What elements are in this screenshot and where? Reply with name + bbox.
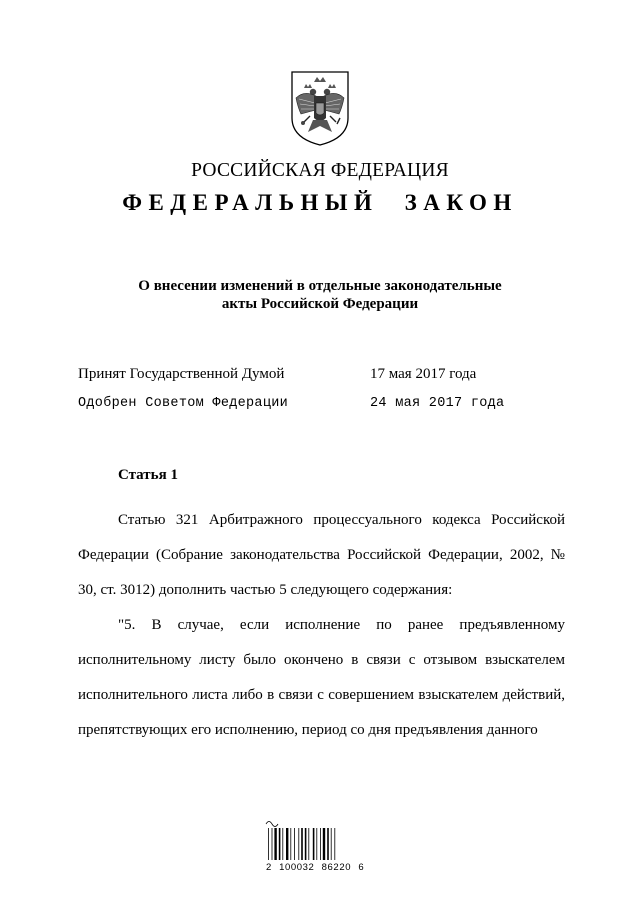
adoption-date: 17 мая 2017 года (370, 366, 477, 382)
law-subject (0, 277, 640, 313)
barcode-number: 2 100032 86220 6 (266, 862, 365, 873)
article-body (78, 503, 565, 748)
article-paragraph: Статью 321 Арбитражного процессуального кодекса Российской Федерации (Собрание законодательства Российской Федерации, 2002, № 30, ст. 3012) дополнить частью 5 следующего содержания: (78, 512, 565, 598)
approval-date: 24 мая 2017 года (370, 396, 505, 411)
article-paragraph: "5. В случае, если исполнение по ранее предъявленному исполнительному листу было окончено в связи с отзывом взыскателем исполнительного листа либо в связи с совершением взыскателем действий, препятствующих его исполнению, период со дня предъявления данного (78, 617, 565, 738)
adoption-label: Принят Государственной Думой (78, 366, 285, 382)
article-heading: Статья 1 (118, 467, 178, 483)
law-subject-line-1: О внесении изменений в отдельные законодательные (138, 278, 502, 294)
law-subject-line-2: акты Российской Федерации (221, 296, 419, 312)
coat-of-arms-icon (286, 68, 354, 148)
document-type-title: ФЕДЕРАЛЬНЫЙ ЗАКОН (122, 190, 518, 215)
country-name: РОССИЙСКАЯ ФЕДЕРАЦИЯ (191, 160, 449, 181)
approval-label: Одобрен Советом Федерации (78, 396, 289, 411)
